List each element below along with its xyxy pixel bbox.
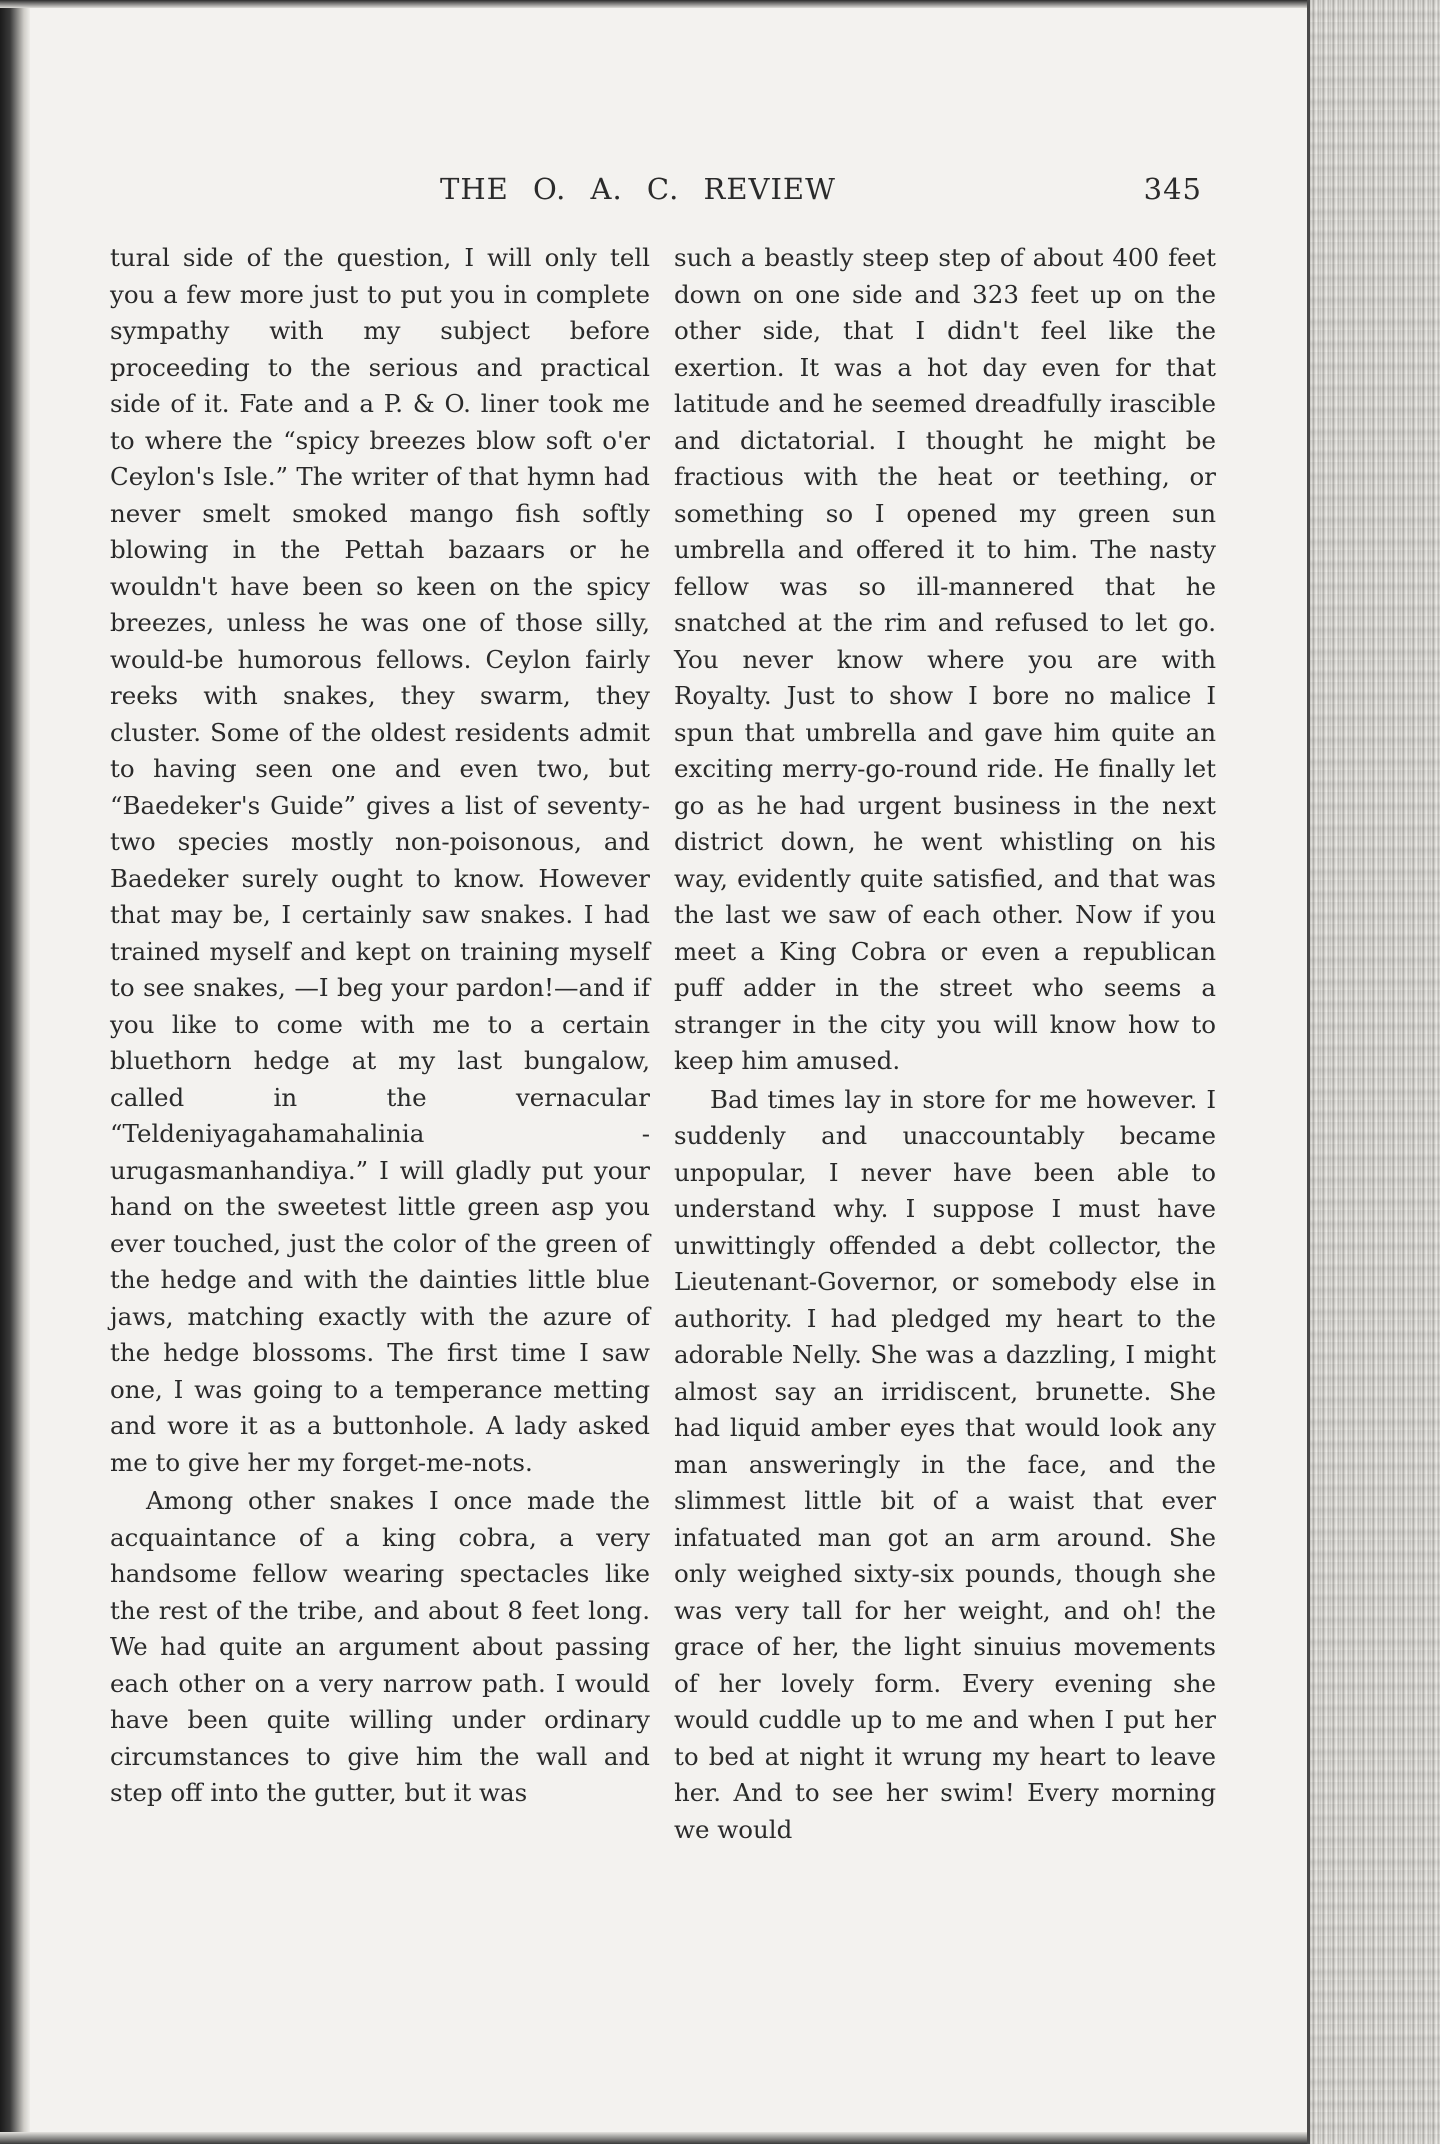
page-number: 345 bbox=[1143, 172, 1202, 206]
right-paragraph-1: such a beastly steep step of about 400 feet down on one side and 323 feet up on the other side, that I didn't feel like the exertion. It was a hot day even for that latitude and he seemed dreadfully irascible and dictatorial. I thought he might be fractious with the heat or teething, or something so I opened my green sun umbrella and offered it to him. The nasty fellow was so ill-mannered that he snatched at the rim and refused to let go. You never know where you are with Royalty. Just to show I bore no malice I spun that umbrella and gave him quite an exciting merry-go-round ride. He finally let go as he had urgent business in the next district down, he went whistling on his way, evidently quite satisfied, and that was the last we saw of each other. Now if you meet a King Cobra or even a republican puff adder in the street who seems a stranger in the city you will know how to keep him amused. bbox=[674, 243, 1216, 1075]
left-paragraph-2: Among other snakes I once made the acquaintance of a king cobra, a very handsome fellow wearing spectacles like the rest of the tribe, and about 8 feet long. We had quite an argument about passing each other on a very narrow path. I would have been quite willing under ordinary circumstances to give him the wall and step off into the gutter, but it was bbox=[110, 1486, 650, 1807]
page-bottom-edge bbox=[0, 2132, 1440, 2144]
left-column bbox=[110, 240, 650, 1812]
running-head bbox=[440, 172, 1220, 216]
page-top-edge bbox=[0, 0, 1440, 8]
page-stack-edge bbox=[1307, 0, 1440, 2144]
book-spine-shadow bbox=[0, 0, 30, 2144]
journal-title: THE O. A. C. REVIEW bbox=[440, 172, 836, 206]
right-column bbox=[674, 240, 1216, 1848]
left-paragraph-1: tural side of the question, I will only tell you a few more just to put you in complete sympathy with my subject before proceeding to the serious and practical side of it. Fate and a P. & O. liner took me to where the “spicy breezes blow soft o'er Ceylon's Isle.” The writer of that hymn had never smelt smoked mango fish softly blowing in the Pettah bazaars or he wouldn't have been so keen on the spicy breezes, unless he was one of those silly, would-be humorous fellows. Ceylon fairly reeks with snakes, they swarm, they cluster. Some of the oldest residents admit to having seen one and even two, but “Baedeker's Guide” gives a list of seventy-two species mostly non-poisonous, and Baedeker surely ought to know. However that may be, I certainly saw snakes. I had trained myself and kept on training myself to see snakes, —I beg your pardon!—and if you like to come with me to a certain bluethorn hedge at my last bungalow, called in the vernacular “Teldeniyagahamahalinia - urugasmanhandiya.” I will gladly put your hand on the sweetest little green asp you ever touched, just the color of the green of the hedge and with the dainties little blue jaws, matching exactly with the azure of the hedge blossoms. The first time I saw one, I was going to a temperance metting and wore it as a buttonhole. A lady asked me to give her my forget-me-nots. bbox=[110, 243, 650, 1477]
right-paragraph-2: Bad times lay in store for me however. I suddenly and unaccountably became unpopular, I never have been able to understand why. I suppose I must have unwittingly offended a debt collector, the Lieutenant-Governor, or somebody else in authority. I had pledged my heart to the adorable Nelly. She was a dazzling, I might almost say an irridiscent, brunette. She had liquid amber eyes that would look any man answeringly in the face, and the slimmest little bit of a waist that ever infatuated man got an arm around. She only weighed sixty-six pounds, though she was very tall for her weight, and oh! the grace of her, the light sinuius movements of her lovely form. Every evening she would cuddle up to me and when I put her to bed at night it wrung my heart to leave her. And to see her swim! Every morning we would bbox=[674, 1084, 1216, 1844]
